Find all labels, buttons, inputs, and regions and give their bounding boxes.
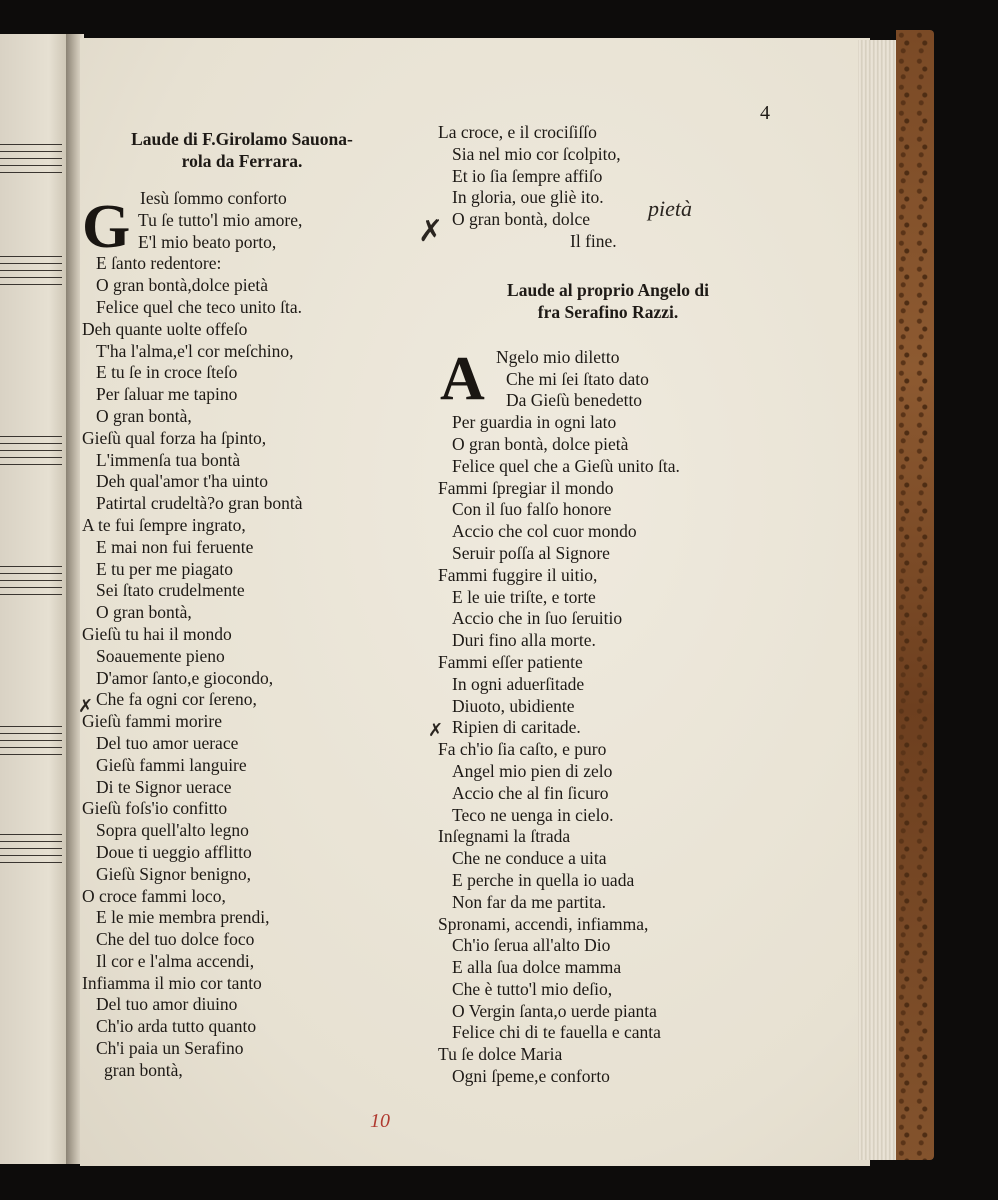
verse-line: Infiamma il mio cor tanto (82, 972, 262, 993)
verse-line: Di te Signor uerace (96, 776, 232, 797)
right-column (438, 122, 778, 1088)
verse-line: Iesù ſommo conforto (140, 188, 287, 208)
verse-line: Teco ne uenga in cielo. (452, 804, 614, 825)
verse-line: A te fui ſempre ingrato, (82, 514, 246, 535)
verse-line: Che è tutto'l mio deſio, (452, 978, 613, 999)
verse-line: Ch'io ſerua all'alto Dio (452, 935, 611, 956)
verse-line: Gieſù qual forza ha ſpinto, (82, 427, 267, 448)
verse-line: Deh quante uolte offeſo (82, 318, 248, 339)
music-staff (0, 726, 62, 761)
verse-line: Che del tuo dolce foco (96, 929, 255, 950)
verse-line: Del tuo amor uerace (96, 732, 239, 753)
left-column (82, 128, 402, 1082)
verse-line: Ch'io arda tutto quanto (96, 1016, 257, 1037)
verse-line: O gran bontà, (96, 405, 192, 426)
verse-line: Gieſù fammi languire (96, 754, 247, 775)
page-block-edges (858, 40, 900, 1160)
verse-line: T'ha l'alma,e'l cor meſchino, (96, 340, 294, 361)
handwritten-annotation: pietà (648, 196, 692, 221)
verse-line: In gloria, oue gliè ito. (452, 187, 604, 208)
verse-line: Et io ſia ſempre affiſo (452, 165, 603, 186)
verse-line: E ſanto redentore: (96, 253, 222, 274)
verse-line: O gran bontà, dolce pietà (452, 433, 629, 454)
page-number: 4 (760, 102, 770, 124)
verse-line: Ripien di caritade. (452, 717, 581, 738)
verse-line: Inſegnami la ſtrada (438, 826, 571, 847)
music-staff (0, 256, 62, 291)
margin-mark-x-icon: ✗ (418, 214, 444, 249)
verse-line: gran bontà, (104, 1059, 183, 1080)
verse-line: Gieſù tu hai il mondo (82, 623, 232, 644)
facing-page-edge (0, 34, 70, 1164)
verse-line: Il cor e l'alma accendi, (96, 950, 255, 971)
folio-mark: 10 (370, 1110, 390, 1132)
margin-mark-x-icon: ✗ (78, 696, 94, 717)
book-cover (896, 30, 934, 1160)
drop-cap-g: G (82, 193, 131, 261)
left-heading: Laude di F.Girolamo Sauona- rola da Ferrara. (131, 129, 353, 171)
verse-line: Che ne conduce a uita (452, 848, 607, 869)
verse-line: Angel mio pien di zelo (452, 760, 613, 781)
verse-line: Patirtal crudeltà?o gran bontà (96, 493, 303, 514)
verse-line: O gran bontà,dolce pietà (96, 275, 269, 296)
verse-line: Fa ch'io ſia caſto, e puro (438, 739, 607, 760)
verse-line: Ngelo mio diletto (496, 346, 620, 367)
verse-line: E'l mio beato porto, (138, 231, 277, 252)
verse-line: E alla ſua dolce mamma (452, 957, 622, 978)
verse-line: Accio che al fin ſicuro (452, 782, 609, 803)
verse-line: Doue ti ueggio afflitto (96, 841, 252, 862)
verse-line: E perche in quella io uada (452, 869, 635, 890)
music-staff (0, 436, 62, 471)
verse-line: Felice quel che teco unito ſta. (96, 296, 303, 317)
verse-line: Sopra quell'alto legno (96, 820, 249, 841)
verse-line: Accio che in ſuo ſeruitio (452, 608, 623, 629)
verse-line: E le uie triſte, e torte (452, 586, 596, 607)
margin-mark-x-icon: ✗ (428, 720, 444, 741)
verse-line: Per guardia in ogni lato (452, 412, 617, 433)
verse-line: Con il ſuo falſo honore (452, 499, 612, 520)
verse-line: Fammi eſſer patiente (438, 651, 583, 672)
verse-line: Che fa ogni cor ſereno, (96, 689, 257, 710)
verse-line: Spronami, accendi, infiamma, (438, 913, 649, 934)
verse-line: Felice quel che a Gieſù unito ſta. (452, 455, 680, 476)
verse-line: D'amor ſanto,e giocondo, (96, 667, 274, 688)
verse-line: Duri fino alla morte. (452, 630, 596, 651)
verse-line: Deh qual'amor t'ha uinto (96, 471, 269, 492)
verse-line: Del tuo amor diuino (96, 994, 238, 1015)
verse-line: E mai non fui feruente (96, 536, 254, 557)
verse-line: Gieſù foſs'io confitto (82, 798, 228, 819)
verse-line: Sia nel mio cor ſcolpito, (452, 143, 621, 164)
end-mark: Il fine. (570, 230, 617, 251)
verse-line: Tu ſe tutto'l mio amore, (138, 209, 303, 230)
music-staff (0, 834, 62, 869)
verse-line: O croce fammi loco, (82, 885, 226, 906)
verse-line: Non far da me partita. (452, 891, 607, 912)
verse-line: Accio che col cuor mondo (452, 521, 637, 542)
verse-line: In ogni aduerſitade (452, 673, 585, 694)
verse-line: Gieſù Signor benigno, (96, 863, 252, 884)
verse-line: Soauemente pieno (96, 645, 225, 666)
verse-line: Gieſù fammi morire (82, 711, 222, 732)
verse-line: Che mi ſei ſtato dato (506, 368, 649, 389)
right-heading: Laude al proprio Angelo di fra Serafino Razzi. (507, 279, 709, 322)
verse-line: Fammi fuggire il uitio, (438, 564, 598, 585)
verse-line: Diuoto, ubidiente (452, 695, 575, 716)
verse-line: O gran bontà, (96, 602, 192, 623)
verse-line: O gran bontà, dolce (452, 209, 591, 230)
verse-line: Seruir poſſa al Signore (452, 542, 610, 563)
verse-line: Ogni ſpeme,e conforto (452, 1066, 610, 1087)
verse-line: La croce, e il crociſiſſo (438, 122, 597, 142)
verse-line: O Vergin ſanta,o uerde pianta (452, 1000, 657, 1021)
verse-line: Da Gieſù benedetto (506, 390, 643, 411)
music-staff (0, 566, 62, 601)
verse-line: Ch'i paia un Serafino (96, 1038, 244, 1059)
verse-line: Sei ſtato crudelmente (96, 580, 245, 601)
verse-line: Per ſaluar me tapino (96, 384, 238, 405)
verse-line: L'immenſa tua bontà (96, 449, 241, 470)
verse-line: E le mie membra prendi, (96, 907, 270, 928)
drop-cap-a: A (440, 345, 485, 413)
verse-line: E tu ſe in croce ſteſo (96, 362, 238, 383)
verse-line: E tu per me piagato (96, 558, 234, 579)
verse-line: Felice chi di te fauella e canta (452, 1022, 661, 1043)
verse-line: Tu ſe dolce Maria (438, 1044, 563, 1065)
verse-line: Fammi ſpregiar il mondo (438, 477, 614, 498)
music-staff (0, 144, 62, 179)
